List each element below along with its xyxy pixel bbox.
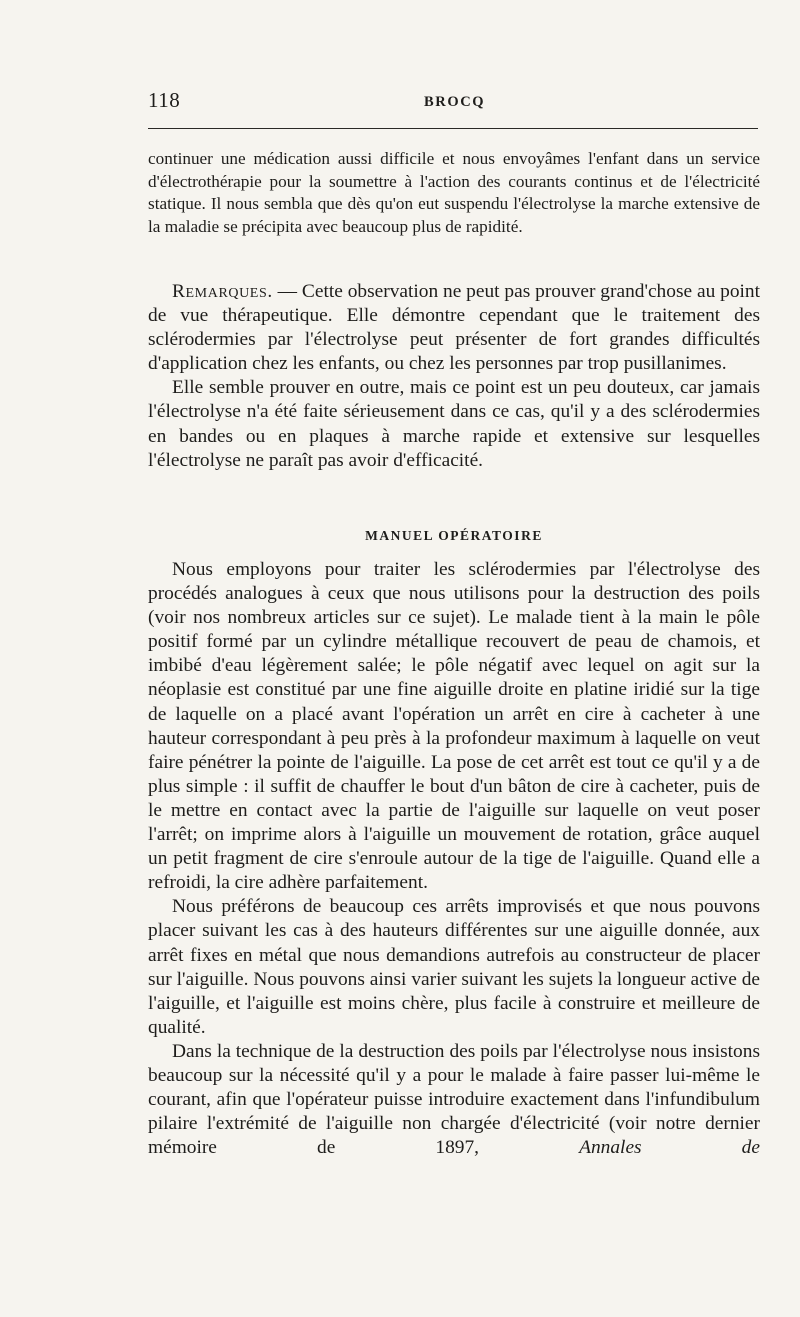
- section-heading: MANUEL OPÉRATOIRE: [365, 528, 543, 543]
- paragraph-continuation: continuer une médication aussi difficile et nous envoyâmes l'enfant dans un service d'électrothérapie pour la soumettre à l'action des courants continus et de l'électricité statique. Il nous sembla que dès qu'on eut suspendu l'électrolyse la marche extensive de la maladie se précipita avec beaucoup plus de rapidité.: [148, 149, 760, 236]
- paragraph-remarques: [148, 280, 760, 376]
- continuation-block: [148, 148, 760, 238]
- book-page: [148, 88, 760, 1159]
- remarques-text: — Cette observation ne peut pas prouver grand'chose au point de vue thérapeutique. Elle démontre cependant que le traitement des sclérodermies par l'électrolyse peut présenter de fort grandes difficultés d'application chez les enfants, ou chez les personnes par trop pusillanimes.: [148, 281, 760, 375]
- remarques-label: Remarques.: [172, 281, 273, 302]
- paragraph-method: Nous employons pour traiter les sclérodermies par l'électrolyse des procédés analogues à ceux que nous utilisons pour la destruction des poils (voir nos nombreux articles sur ce sujet). Le malade tient à la main le pôle positif formé par un cylindre métallique recouvert de peau de chamois, et imbibé d'eau légèrement salée; le pôle négatif avec lequel on agit sur la néoplasie est constitué par une fine aiguille droite en platine iridié sur la tige de laquelle on a placé avant l'opération un arrêt en cire à cacheter à une hauteur correspondant à peu près à la profondeur maximum à laquelle on veut faire pénétrer la pointe de l'aiguille. La pose de cet arrêt est tout ce qu'il y a de plus simple : il suffit de chauffer le bout d'un bâton de cire à cacheter, puis de le mettre en contact avec la partie de l'aiguille sur laquelle on veut poser l'arrêt; on imprime alors à l'aiguille un mouvement de rotation, grâce auquel un petit fragment de cire s'enroule autour de la tige de l'aiguille. Quand elle a refroidi, la cire adhère parfaitement.: [148, 559, 760, 894]
- paragraph-technique: [148, 1040, 760, 1160]
- header-rule: [148, 128, 758, 129]
- technique-text: Dans la technique de la destruction des poils par l'électrolyse nous insistons beaucoup sur la nécessité qu'il y a pour le malade à faire passer lui-même le courant, afin que l'opérateur puisse introduire exactement dans l'infundibulum pilaire l'extrémité de l'aiguille non chargée d'électricité (voir notre dernier mémoire de 1897,: [148, 1040, 760, 1159]
- paragraph-doubt: Elle semble prouver en outre, mais ce point est un peu douteux, car jamais l'électrolyse n'a été faite sérieusement dans ce cas, qu'il y a des sclérodermies en bandes ou en plaques à marche rapide et extensive sur lesquelles l'électrolyse ne paraît pas avoir d'efficacité.: [148, 377, 760, 471]
- manuel-block: [148, 558, 760, 1160]
- page-header: [148, 88, 760, 118]
- annales-italic: Annales de: [579, 1137, 760, 1159]
- page-number: 118: [148, 88, 181, 112]
- remarques-block: [148, 280, 760, 473]
- running-head: BROCQ: [424, 94, 486, 110]
- paragraph-preference: Nous préférons de beaucoup ces arrêts improvisés et que nous pouvons placer suivant les cas à des hauteurs différentes sur une aiguille donnée, aux arrêt fixes en métal que nous demandions autrefois au constructeur de placer sur l'aiguille. Nous pouvons ainsi varier suivant les sujets la longueur active de l'aiguille, et l'aiguille est moins chère, plus facile à construire et meilleure de qualité.: [148, 896, 760, 1038]
